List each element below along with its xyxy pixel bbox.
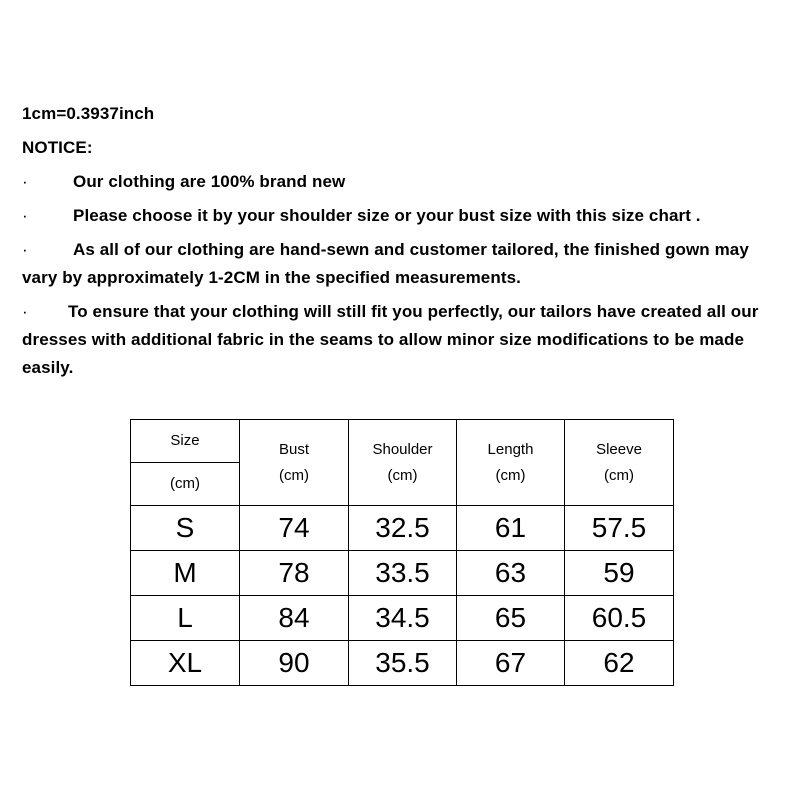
sleeve-cell: 57.5 bbox=[565, 506, 674, 551]
notice-bullet bbox=[22, 168, 782, 196]
bullet-dot: · bbox=[22, 206, 28, 225]
bust-cell: 74 bbox=[240, 506, 349, 551]
size-cell: S bbox=[131, 506, 240, 551]
bullet-dot: · bbox=[22, 302, 28, 321]
length-cell: 65 bbox=[457, 596, 565, 641]
sleeve-cell: 60.5 bbox=[565, 596, 674, 641]
table-row bbox=[131, 551, 674, 596]
sleeve-cell: 62 bbox=[565, 641, 674, 686]
table-row bbox=[131, 506, 674, 551]
size-unit-header: (cm) bbox=[131, 463, 240, 506]
length-cell: 63 bbox=[457, 551, 565, 596]
bullet-text: Our clothing are 100% brand new bbox=[73, 172, 346, 191]
column-header-sleeve: Sleeve (cm) bbox=[565, 420, 674, 506]
size-notes bbox=[22, 100, 782, 388]
bullet-text: Please choose it by your shoulder size or your bust size with this size chart . bbox=[73, 206, 701, 225]
bullet-text: As all of our clothing are hand-sewn and customer tailored, the finished gown may vary by approximately 1-2CM in the specified measurements. bbox=[22, 240, 749, 287]
length-cell: 61 bbox=[457, 506, 565, 551]
bust-cell: 78 bbox=[240, 551, 349, 596]
bullet-text: To ensure that your clothing will still fit you perfectly, our tailors have created all our dresses with additional fabric in the seams to allow minor size modifications to be made easily. bbox=[22, 302, 759, 377]
size-header: Size bbox=[131, 420, 240, 463]
table-header-row bbox=[131, 420, 674, 463]
size-cell: XL bbox=[131, 641, 240, 686]
size-cell: L bbox=[131, 596, 240, 641]
size-chart-table bbox=[130, 419, 674, 686]
bust-cell: 84 bbox=[240, 596, 349, 641]
shoulder-cell: 34.5 bbox=[349, 596, 457, 641]
shoulder-cell: 33.5 bbox=[349, 551, 457, 596]
bullet-dot: · bbox=[22, 172, 28, 191]
table-row bbox=[131, 641, 674, 686]
size-cell: M bbox=[131, 551, 240, 596]
notice-heading: NOTICE: bbox=[22, 138, 93, 157]
shoulder-cell: 35.5 bbox=[349, 641, 457, 686]
table-row bbox=[131, 596, 674, 641]
bust-cell: 90 bbox=[240, 641, 349, 686]
notice-bullet bbox=[22, 298, 782, 382]
unit-conversion: 1cm=0.3937inch bbox=[22, 104, 155, 123]
column-header-length: Length (cm) bbox=[457, 420, 565, 506]
column-header-shoulder: Shoulder (cm) bbox=[349, 420, 457, 506]
notice-bullet bbox=[22, 236, 782, 292]
sleeve-cell: 59 bbox=[565, 551, 674, 596]
length-cell: 67 bbox=[457, 641, 565, 686]
shoulder-cell: 32.5 bbox=[349, 506, 457, 551]
notice-bullet bbox=[22, 202, 782, 230]
column-header-bust: Bust (cm) bbox=[240, 420, 349, 506]
bullet-dot: · bbox=[22, 240, 28, 259]
